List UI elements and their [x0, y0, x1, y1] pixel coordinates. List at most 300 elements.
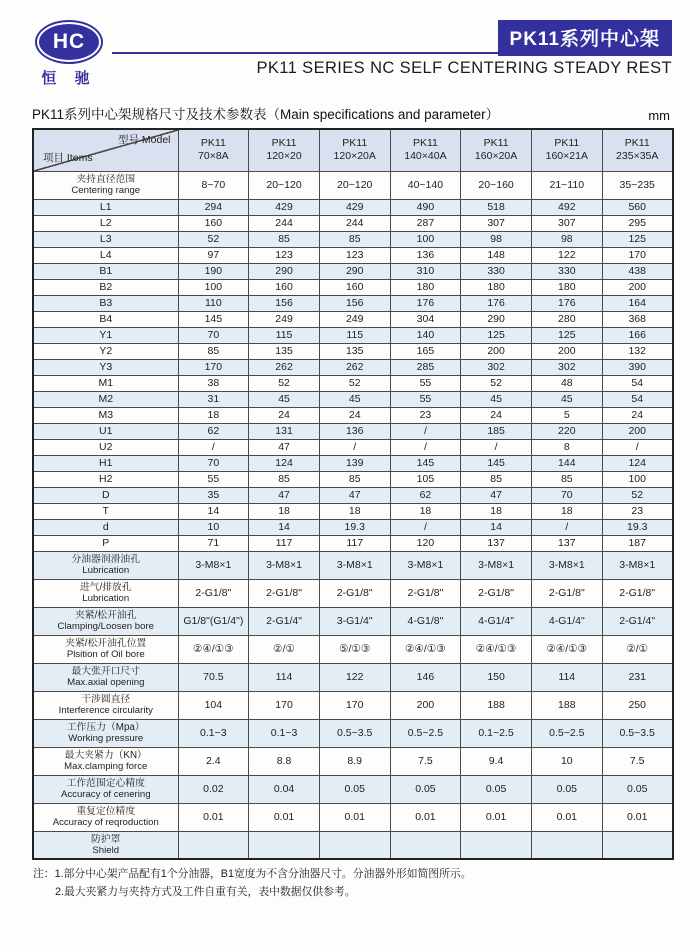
- row-label: B3: [33, 295, 178, 311]
- spec-value-cell: 438: [602, 263, 673, 279]
- table-row: [33, 359, 673, 375]
- table-row: [33, 279, 673, 295]
- spec-value-cell: 117: [249, 535, 320, 551]
- spec-value-cell: 262: [249, 359, 320, 375]
- spec-value-cell: 23: [602, 503, 673, 519]
- spec-value-cell: 2-G1/4": [249, 607, 320, 635]
- table-row: [33, 719, 673, 747]
- spec-value-cell: 85: [531, 471, 602, 487]
- spec-value-cell: 8.8: [249, 747, 320, 775]
- spec-value-cell: 62: [390, 487, 461, 503]
- spec-value-cell: 244: [319, 215, 390, 231]
- spec-value-cell: 2-G1/8": [461, 579, 532, 607]
- spec-value-cell: 98: [461, 231, 532, 247]
- table-row: [33, 663, 673, 691]
- row-label: 最大张开口尺寸 Max.axial opening: [33, 663, 178, 691]
- spec-value-cell: 4-G1/4": [531, 607, 602, 635]
- spec-value-cell: 0.5~3.5: [319, 719, 390, 747]
- row-label: 进气/排放孔 Lubrication: [33, 579, 178, 607]
- spec-value-cell: 23: [390, 407, 461, 423]
- spec-value-cell: 176: [461, 295, 532, 311]
- spec-value-cell: 0.04: [249, 775, 320, 803]
- spec-value-cell: 140: [390, 327, 461, 343]
- spec-value-cell: 55: [390, 375, 461, 391]
- spec-value-cell: 185: [461, 423, 532, 439]
- spec-value-cell: 220: [531, 423, 602, 439]
- spec-value-cell: 160: [178, 215, 249, 231]
- spec-value-cell: 2.4: [178, 747, 249, 775]
- spec-value-cell: 20~120: [319, 171, 390, 199]
- spec-value-cell: 110: [178, 295, 249, 311]
- spec-value-cell: 307: [461, 215, 532, 231]
- spec-value-cell: /: [602, 439, 673, 455]
- spec-value-cell: 120: [390, 535, 461, 551]
- table-row: [33, 215, 673, 231]
- table-row: [33, 343, 673, 359]
- row-label: L4: [33, 247, 178, 263]
- spec-value-cell: 52: [461, 375, 532, 391]
- spec-value-cell: 3-M8×1: [178, 551, 249, 579]
- spec-value-cell: 114: [531, 663, 602, 691]
- spec-value-cell: 164: [602, 295, 673, 311]
- spec-value-cell: 100: [178, 279, 249, 295]
- spec-value-cell: 3-G1/4": [319, 607, 390, 635]
- spec-value-cell: /: [390, 423, 461, 439]
- spec-value-cell: 165: [390, 343, 461, 359]
- spec-value-cell: 492: [531, 199, 602, 215]
- table-row: [33, 263, 673, 279]
- spec-value-cell: 18: [178, 407, 249, 423]
- spec-value-cell: 2-G1/8": [390, 579, 461, 607]
- spec-value-cell: 560: [602, 199, 673, 215]
- spec-value-cell: 160: [319, 279, 390, 295]
- spec-value-cell: 0.01: [249, 803, 320, 831]
- table-row: [33, 579, 673, 607]
- spec-value-cell: 429: [249, 199, 320, 215]
- spec-value-cell: 0.05: [461, 775, 532, 803]
- spec-value-cell: 100: [602, 471, 673, 487]
- spec-value-cell: 200: [602, 279, 673, 295]
- model-column-header: PK11 160×21A: [531, 129, 602, 171]
- table-row: [33, 407, 673, 423]
- spec-value-cell: 8.9: [319, 747, 390, 775]
- row-label: U2: [33, 439, 178, 455]
- spec-value-cell: 123: [319, 247, 390, 263]
- spec-value-cell: 250: [602, 691, 673, 719]
- spec-value-cell: 47: [249, 439, 320, 455]
- table-row: [33, 199, 673, 215]
- spec-value-cell: 52: [319, 375, 390, 391]
- spec-value-cell: 3-M8×1: [461, 551, 532, 579]
- table-caption-row: [32, 103, 672, 123]
- spec-value-cell: 200: [390, 691, 461, 719]
- row-label: 夹紧/松开油孔位置 Plsition of Oil bore: [33, 635, 178, 663]
- spec-value-cell: 2-G1/8": [319, 579, 390, 607]
- spec-value-cell: 21~110: [531, 171, 602, 199]
- spec-value-cell: 40~140: [390, 171, 461, 199]
- spec-value-cell: 249: [249, 311, 320, 327]
- spec-value-cell: 70.5: [178, 663, 249, 691]
- spec-value-cell: 0.5~2.5: [390, 719, 461, 747]
- spec-value-cell: 70: [178, 455, 249, 471]
- spec-value-cell: 0.1~3: [249, 719, 320, 747]
- model-axis-label: 型号 Model: [117, 134, 171, 146]
- spec-value-cell: 176: [531, 295, 602, 311]
- spec-value-cell: 9.4: [461, 747, 532, 775]
- spec-value-cell: 290: [249, 263, 320, 279]
- spec-value-cell: 0.01: [390, 803, 461, 831]
- table-row: [33, 551, 673, 579]
- row-label: U1: [33, 423, 178, 439]
- spec-value-cell: 188: [531, 691, 602, 719]
- spec-value-cell: 249: [319, 311, 390, 327]
- spec-value-cell: 156: [319, 295, 390, 311]
- table-row: [33, 311, 673, 327]
- row-label: 工作压力（Mpa） Working pressure: [33, 719, 178, 747]
- table-row: [33, 635, 673, 663]
- row-label: 分油器润滑油孔 Lubrication: [33, 551, 178, 579]
- spec-value-cell: 0.05: [602, 775, 673, 803]
- spec-value-cell: 145: [461, 455, 532, 471]
- table-row: [33, 423, 673, 439]
- spec-value-cell: 7.5: [602, 747, 673, 775]
- spec-value-cell: 85: [461, 471, 532, 487]
- spec-value-cell: 280: [531, 311, 602, 327]
- spec-value-cell: 85: [319, 231, 390, 247]
- row-label: Y2: [33, 343, 178, 359]
- spec-value-cell: 85: [249, 471, 320, 487]
- spec-value-cell: 123: [249, 247, 320, 263]
- spec-value-cell: 52: [249, 375, 320, 391]
- spec-value-cell: 24: [319, 407, 390, 423]
- table-row: [33, 455, 673, 471]
- spec-value-cell: 131: [249, 423, 320, 439]
- spec-value-cell: [178, 831, 249, 859]
- spec-value-cell: ⑤/①③: [319, 635, 390, 663]
- spec-value-cell: G1/8"(G1/4"): [178, 607, 249, 635]
- row-label: 夹持直径范围 Centering range: [33, 171, 178, 199]
- spec-value-cell: 190: [178, 263, 249, 279]
- row-label: d: [33, 519, 178, 535]
- spec-value-cell: 8: [531, 439, 602, 455]
- spec-value-cell: 4-G1/8": [390, 607, 461, 635]
- spec-value-cell: 104: [178, 691, 249, 719]
- spec-value-cell: 132: [602, 343, 673, 359]
- spec-value-cell: 45: [461, 391, 532, 407]
- spec-value-cell: 180: [531, 279, 602, 295]
- company-logo: [30, 22, 108, 88]
- model-column-header: PK11 160×20A: [461, 129, 532, 171]
- spec-value-cell: 52: [178, 231, 249, 247]
- specifications-table: [32, 128, 674, 860]
- spec-value-cell: 2-G1/8": [249, 579, 320, 607]
- spec-value-cell: /: [461, 439, 532, 455]
- spec-value-cell: 45: [249, 391, 320, 407]
- spec-value-cell: 18: [319, 503, 390, 519]
- table-row: [33, 391, 673, 407]
- spec-value-cell: 160: [249, 279, 320, 295]
- spec-value-cell: 330: [531, 263, 602, 279]
- spec-value-cell: 148: [461, 247, 532, 263]
- spec-value-cell: /: [319, 439, 390, 455]
- spec-value-cell: 262: [319, 359, 390, 375]
- spec-value-cell: 20~160: [461, 171, 532, 199]
- spec-value-cell: 100: [390, 231, 461, 247]
- spec-value-cell: 490: [390, 199, 461, 215]
- table-body: [33, 171, 673, 859]
- spec-value-cell: 368: [602, 311, 673, 327]
- spec-value-cell: 244: [249, 215, 320, 231]
- spec-value-cell: 70: [178, 327, 249, 343]
- table-row: [33, 487, 673, 503]
- spec-value-cell: 0.01: [602, 803, 673, 831]
- spec-value-cell: 55: [178, 471, 249, 487]
- spec-value-cell: 0.01: [461, 803, 532, 831]
- spec-value-cell: 295: [602, 215, 673, 231]
- spec-value-cell: [461, 831, 532, 859]
- spec-value-cell: 170: [178, 359, 249, 375]
- spec-value-cell: 302: [461, 359, 532, 375]
- row-label: 防护罩 Shield: [33, 831, 178, 859]
- spec-value-cell: 14: [249, 519, 320, 535]
- spec-value-cell: 170: [249, 691, 320, 719]
- spec-value-cell: 0.5~3.5: [602, 719, 673, 747]
- spec-value-cell: 14: [178, 503, 249, 519]
- spec-value-cell: 170: [319, 691, 390, 719]
- spec-value-cell: 54: [602, 391, 673, 407]
- page-title-english: PK11 SERIES NC SELF CENTERING STEADY REST: [256, 59, 672, 77]
- spec-value-cell: 0.01: [178, 803, 249, 831]
- spec-value-cell: /: [390, 519, 461, 535]
- table-row: [33, 295, 673, 311]
- spec-value-cell: 0.01: [319, 803, 390, 831]
- table-row: [33, 247, 673, 263]
- spec-value-cell: 3-M8×1: [602, 551, 673, 579]
- corner-header-cell: [33, 129, 178, 171]
- spec-value-cell: 135: [319, 343, 390, 359]
- spec-value-cell: 114: [249, 663, 320, 691]
- spec-value-cell: 98: [531, 231, 602, 247]
- table-row: [33, 231, 673, 247]
- spec-value-cell: ②④/①③: [178, 635, 249, 663]
- spec-value-cell: 85: [319, 471, 390, 487]
- spec-value-cell: 200: [602, 423, 673, 439]
- spec-value-cell: 52: [602, 487, 673, 503]
- spec-value-cell: ②④/①③: [390, 635, 461, 663]
- spec-value-cell: 166: [602, 327, 673, 343]
- spec-value-cell: ②④/①③: [461, 635, 532, 663]
- spec-value-cell: 136: [390, 247, 461, 263]
- spec-value-cell: ②/①: [249, 635, 320, 663]
- spec-value-cell: 62: [178, 423, 249, 439]
- table-row: [33, 691, 673, 719]
- table-row: [33, 171, 673, 199]
- row-label: L1: [33, 199, 178, 215]
- spec-value-cell: /: [531, 519, 602, 535]
- table-row: [33, 803, 673, 831]
- spec-value-cell: 2-G1/8": [178, 579, 249, 607]
- model-column-header: PK11 140×40A: [390, 129, 461, 171]
- table-caption: PK11系列中心架规格尺寸及技术参数表（Main specifications and parameter）: [32, 107, 500, 122]
- spec-value-cell: 0.5~2.5: [531, 719, 602, 747]
- spec-value-cell: 170: [602, 247, 673, 263]
- row-label: M3: [33, 407, 178, 423]
- spec-value-cell: 3-M8×1: [531, 551, 602, 579]
- spec-value-cell: 0.05: [531, 775, 602, 803]
- spec-value-cell: 38: [178, 375, 249, 391]
- table-row: [33, 327, 673, 343]
- spec-value-cell: 0.02: [178, 775, 249, 803]
- spec-value-cell: 31: [178, 391, 249, 407]
- spec-value-cell: 3-M8×1: [319, 551, 390, 579]
- table-row: [33, 375, 673, 391]
- row-label: 最大夹紧力（KN） Max.clamping force: [33, 747, 178, 775]
- spec-value-cell: 125: [602, 231, 673, 247]
- spec-value-cell: /: [390, 439, 461, 455]
- spec-value-cell: 71: [178, 535, 249, 551]
- spec-value-cell: 390: [602, 359, 673, 375]
- spec-value-cell: 105: [390, 471, 461, 487]
- row-label: 夹紧/松开油孔 Clamping/Loosen bore: [33, 607, 178, 635]
- spec-value-cell: 180: [461, 279, 532, 295]
- unit-label: mm: [648, 108, 670, 123]
- spec-value-cell: 145: [178, 311, 249, 327]
- table-row: [33, 747, 673, 775]
- spec-value-cell: 85: [249, 231, 320, 247]
- table-row: [33, 439, 673, 455]
- spec-value-cell: ②/①: [602, 635, 673, 663]
- row-label: M1: [33, 375, 178, 391]
- spec-value-cell: 115: [319, 327, 390, 343]
- spec-value-cell: 55: [390, 391, 461, 407]
- spec-value-cell: 122: [319, 663, 390, 691]
- spec-value-cell: 124: [602, 455, 673, 471]
- spec-value-cell: 47: [249, 487, 320, 503]
- table-row: [33, 775, 673, 803]
- row-label: H1: [33, 455, 178, 471]
- table-row: [33, 503, 673, 519]
- table-head: [33, 129, 673, 171]
- row-label: H2: [33, 471, 178, 487]
- spec-value-cell: 54: [602, 375, 673, 391]
- row-label: 干涉圆直径 Interference circularity: [33, 691, 178, 719]
- spec-value-cell: 85: [178, 343, 249, 359]
- model-column-header: PK11 120×20: [249, 129, 320, 171]
- spec-value-cell: 125: [461, 327, 532, 343]
- logo-chinese-name: 恒 驰: [41, 70, 97, 87]
- row-label: M2: [33, 391, 178, 407]
- spec-value-cell: 35~235: [602, 171, 673, 199]
- spec-value-cell: 304: [390, 311, 461, 327]
- spec-value-cell: 330: [461, 263, 532, 279]
- row-label: P: [33, 535, 178, 551]
- spec-value-cell: [602, 831, 673, 859]
- spec-value-cell: 518: [461, 199, 532, 215]
- spec-value-cell: 150: [461, 663, 532, 691]
- spec-value-cell: 0.1~2.5: [461, 719, 532, 747]
- spec-value-cell: 20~120: [249, 171, 320, 199]
- spec-value-cell: 139: [319, 455, 390, 471]
- spec-value-cell: 310: [390, 263, 461, 279]
- spec-value-cell: 144: [531, 455, 602, 471]
- spec-value-cell: 137: [461, 535, 532, 551]
- items-axis-label: 项目 Items: [43, 151, 93, 164]
- logo-text: HC: [52, 30, 86, 53]
- spec-value-cell: 45: [319, 391, 390, 407]
- row-label: B4: [33, 311, 178, 327]
- spec-value-cell: 14: [461, 519, 532, 535]
- model-column-header: PK11 120×20A: [319, 129, 390, 171]
- spec-value-cell: 0.05: [390, 775, 461, 803]
- spec-value-cell: 2-G1/4": [602, 607, 673, 635]
- row-label: Y1: [33, 327, 178, 343]
- spec-value-cell: 24: [602, 407, 673, 423]
- model-column-header: PK11 70×8A: [178, 129, 249, 171]
- spec-value-cell: 2-G1/8": [531, 579, 602, 607]
- table-row: [33, 519, 673, 535]
- spec-value-cell: [249, 831, 320, 859]
- spec-value-cell: 70: [531, 487, 602, 503]
- spec-value-cell: [531, 831, 602, 859]
- row-label: 工作范围定心精度 Accuracy of cenering: [33, 775, 178, 803]
- spec-value-cell: 47: [319, 487, 390, 503]
- spec-value-cell: 122: [531, 247, 602, 263]
- row-label: L3: [33, 231, 178, 247]
- footnote-1: 注：1.部分中心架产品配有1个分油器，B1宽度为不含分油器尺寸。分油器外形如简图所示。: [33, 868, 472, 880]
- spec-value-cell: 10: [178, 519, 249, 535]
- spec-value-cell: 0.1~3: [178, 719, 249, 747]
- spec-value-cell: 4-G1/4": [461, 607, 532, 635]
- series-banner: PK11系列中心架: [498, 20, 672, 56]
- table-row: [33, 831, 673, 859]
- spec-value-cell: 48: [531, 375, 602, 391]
- spec-value-cell: 5: [531, 407, 602, 423]
- spec-value-cell: 19.3: [602, 519, 673, 535]
- spec-value-cell: 0.05: [319, 775, 390, 803]
- spec-value-cell: 24: [461, 407, 532, 423]
- spec-value-cell: 35: [178, 487, 249, 503]
- row-label: L2: [33, 215, 178, 231]
- footnotes: [33, 866, 472, 902]
- spec-value-cell: /: [178, 439, 249, 455]
- spec-value-cell: 117: [319, 535, 390, 551]
- spec-value-cell: 290: [461, 311, 532, 327]
- spec-value-cell: 429: [319, 199, 390, 215]
- spec-value-cell: 307: [531, 215, 602, 231]
- spec-value-cell: 24: [249, 407, 320, 423]
- spec-value-cell: 287: [390, 215, 461, 231]
- spec-value-cell: 19.3: [319, 519, 390, 535]
- row-label: B1: [33, 263, 178, 279]
- spec-value-cell: [319, 831, 390, 859]
- spec-value-cell: 294: [178, 199, 249, 215]
- spec-value-cell: 200: [531, 343, 602, 359]
- row-label: D: [33, 487, 178, 503]
- spec-value-cell: 156: [249, 295, 320, 311]
- spec-value-cell: 97: [178, 247, 249, 263]
- spec-value-cell: 176: [390, 295, 461, 311]
- spec-value-cell: 125: [531, 327, 602, 343]
- spec-value-cell: 187: [602, 535, 673, 551]
- footnote-2: 2.最大夹紧力与夹持方式及工件自重有关，表中数据仅供参考。: [55, 885, 356, 898]
- spec-value-cell: 200: [461, 343, 532, 359]
- spec-value-cell: 0.01: [531, 803, 602, 831]
- spec-value-cell: 10: [531, 747, 602, 775]
- spec-value-cell: 8~70: [178, 171, 249, 199]
- spec-value-cell: 47: [461, 487, 532, 503]
- spec-value-cell: 2-G1/8": [602, 579, 673, 607]
- spec-value-cell: 146: [390, 663, 461, 691]
